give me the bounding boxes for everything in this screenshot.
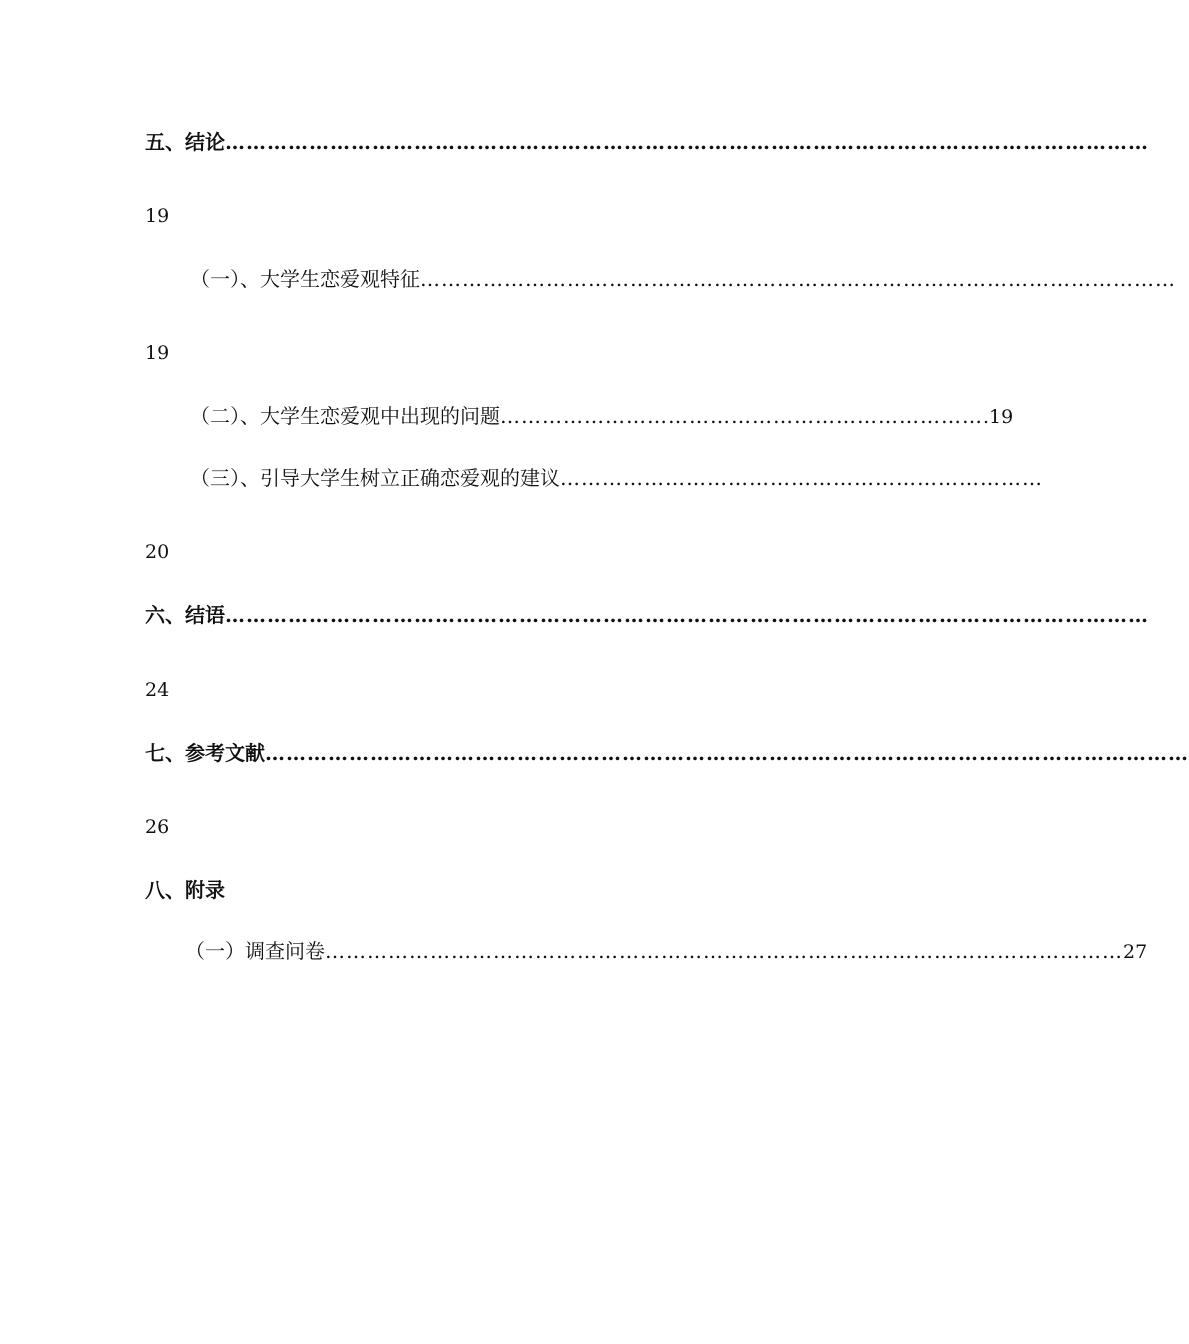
toc-entry-closing-remarks[interactable] — [145, 598, 1149, 632]
toc-entry-appendix[interactable] — [145, 873, 805, 907]
toc-leader-dots: …………………………………………………………………………………………………………………… — [265, 741, 1189, 765]
toc-entry-conclusion[interactable] — [145, 125, 1149, 159]
toc-entry-title: （一）调查问卷 — [185, 939, 325, 963]
toc-page-number: .19 — [983, 406, 1014, 428]
toc-page-number: 19 — [145, 205, 170, 227]
toc-page-number: 20 — [145, 541, 170, 563]
toc-entry-title: 七、参考文献 — [145, 741, 265, 765]
toc-entry-title: （一）、大学生恋爱观特征 — [190, 267, 420, 291]
toc-entry-references[interactable] — [145, 736, 1189, 770]
toc-entry-love-view-features[interactable] — [190, 262, 1176, 296]
toc-page-number: 26 — [145, 816, 170, 838]
toc-page-number: 24 — [145, 679, 170, 701]
toc-entry-guidance-suggestions[interactable] — [190, 461, 1043, 495]
toc-leader-dots: ……………………………………………………………………………………………… — [420, 267, 1176, 291]
toc-entry-title: 五、结论 — [145, 130, 225, 154]
toc-page-number: 19 — [145, 342, 170, 364]
toc-leader-dots: …………………………………………………………………………………………………… — [325, 939, 1123, 963]
toc-leader-dots: …………………………………………………………… — [500, 404, 983, 428]
toc-entry-title: （三）、引导大学生树立正确恋爱观的建议 — [190, 466, 560, 490]
toc-leader-dots: …………………………………………………………………………………………………………………… — [225, 130, 1149, 154]
toc-page-number: 27 — [1123, 941, 1148, 963]
toc-entry-title: 八、附录 — [145, 878, 225, 902]
toc-entry-title: 六、结语 — [145, 603, 225, 627]
toc-leader-dots: …………………………………………………………… — [560, 466, 1043, 490]
toc-entry-love-view-problems[interactable] — [190, 399, 1014, 433]
toc-leader-dots: …………………………………………………………………………………………………………………… — [225, 603, 1149, 627]
toc-entry-title: （二）、大学生恋爱观中出现的问题 — [190, 404, 500, 428]
toc-entry-questionnaire[interactable] — [185, 934, 1148, 968]
